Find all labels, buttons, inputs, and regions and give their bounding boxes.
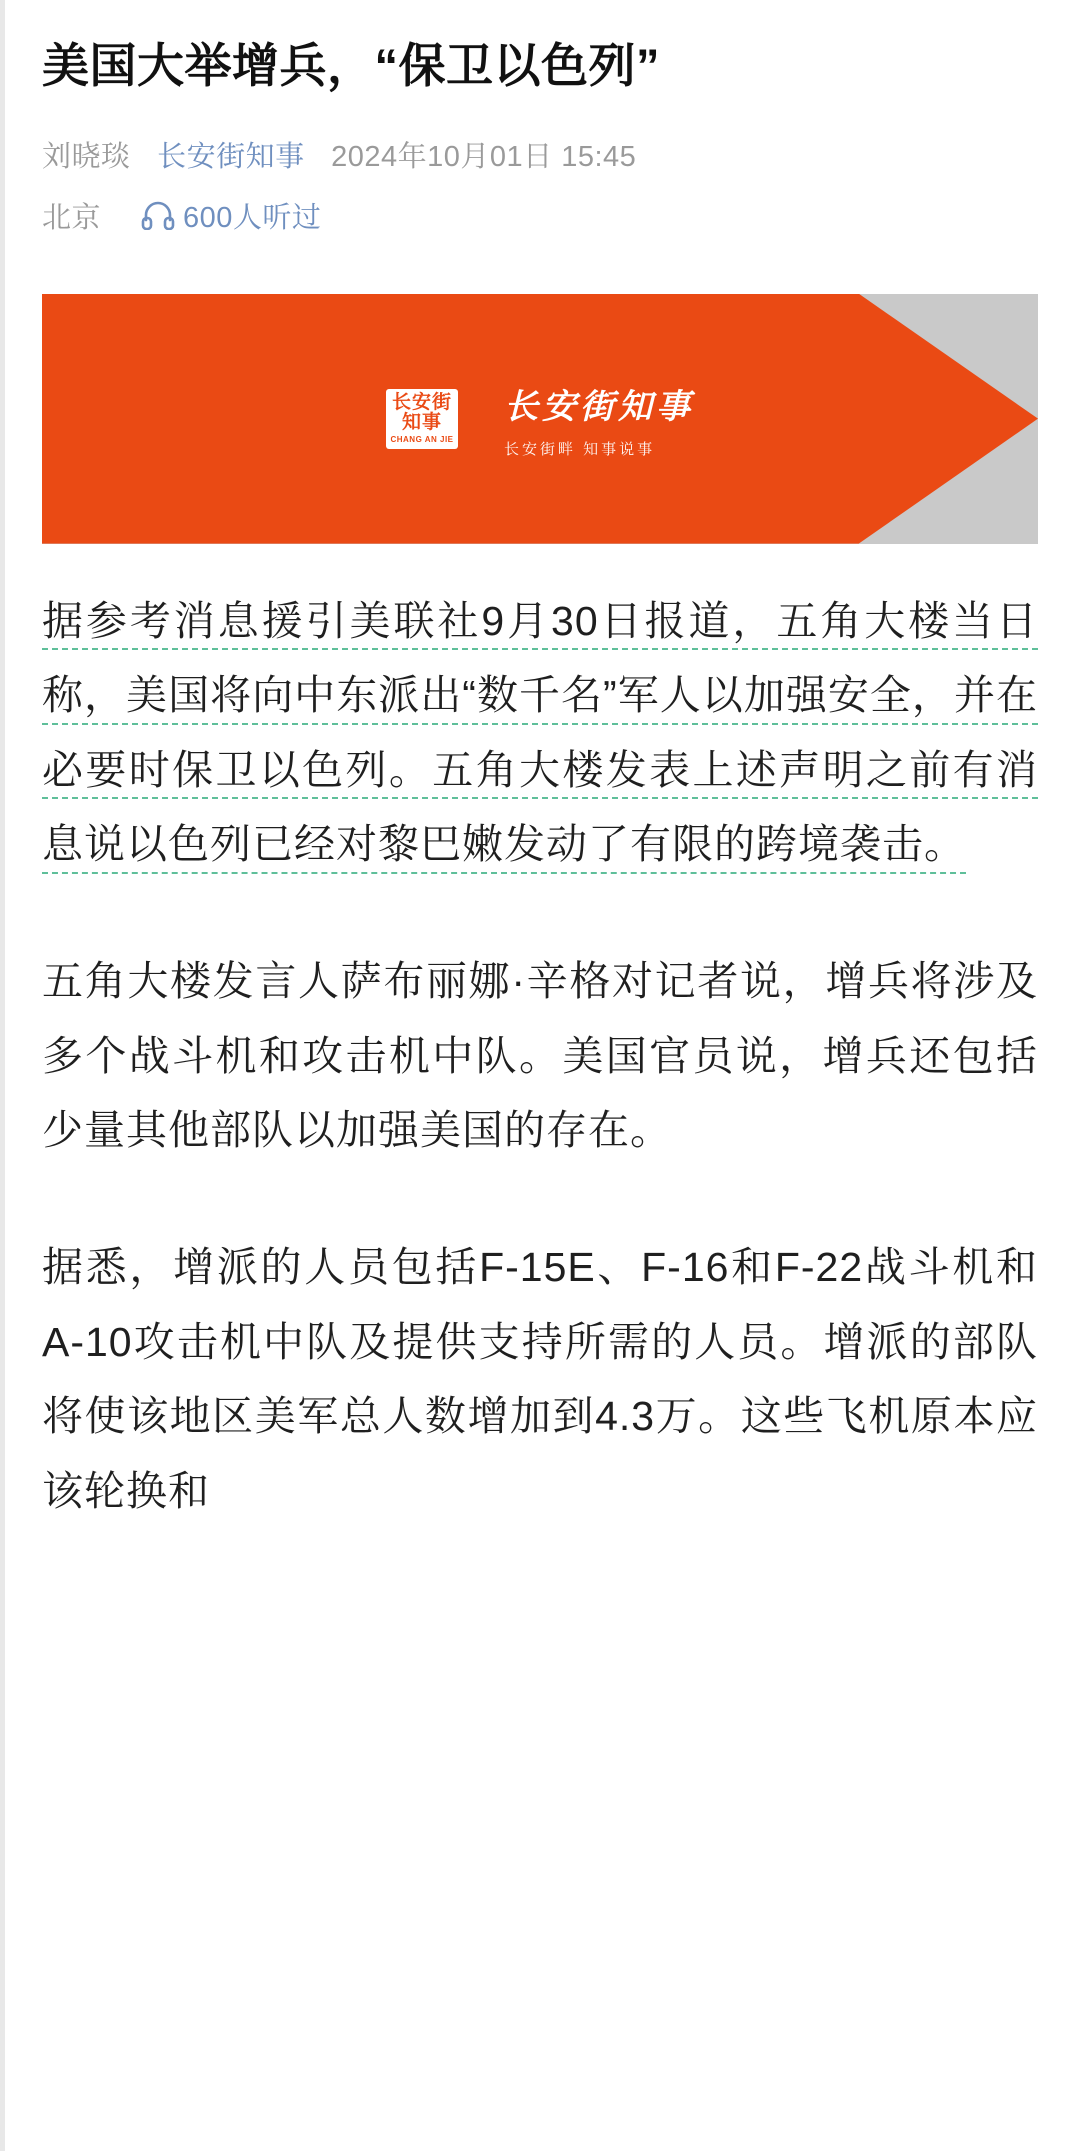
page-title: 美国大举增兵，“保卫以色列” (42, 39, 660, 92)
banner-brand-text-group (504, 379, 694, 459)
article-meta-row1 (42, 132, 1038, 183)
publish-datetime: 2024年10月01日 15:45 (331, 140, 637, 173)
article-banner-image (42, 294, 1038, 544)
paragraph: 据参考消息援引美联社9月30日报道，五角大楼当日称，美国将向中东派出“数千名”军人以加强安全，并在必要时保卫以色列。五角大楼发表上述声明之前有消息说以色列已经对黎巴嫩发动了有限的跨境袭击。 (42, 597, 1038, 868)
banner-brand-text: 长安街知事 (504, 386, 694, 427)
paragraph: 五角大楼发言人萨布丽娜·辛格对记者说，增兵将涉及多个战斗机和攻击机中队。美国官员说，增兵还包括少量其他部队以加强美国的存在。 (42, 958, 1038, 1154)
author-name: 刘晓琰 (42, 140, 131, 173)
source-link[interactable]: 长安街知事 (157, 140, 305, 173)
logo-badge-icon (386, 389, 458, 449)
headphone-icon (141, 200, 175, 230)
logo-badge-line3: CHANG AN JIE (390, 434, 454, 444)
logo-badge-line1: 长安街 (391, 392, 452, 414)
banner-logo (386, 379, 694, 459)
article-meta-row2 (42, 195, 1038, 236)
article-body (42, 584, 1038, 1529)
paragraph: 据悉，增派的人员包括F-15E、F-16和F-22战斗机和A-10攻击机中队及提供支持所需的人员。增派的部队将使该地区美军总人数增加到4.3万。这些飞机原本应该轮换和 (42, 1243, 1038, 1514)
banner-brand-subtext: 长安街畔 知事说事 (504, 440, 656, 458)
publish-location: 北京 (42, 201, 102, 234)
listen-count-label: 600人听过 (183, 201, 322, 234)
logo-badge-line2: 知事 (401, 411, 442, 433)
listen-count-button[interactable] (141, 195, 321, 236)
